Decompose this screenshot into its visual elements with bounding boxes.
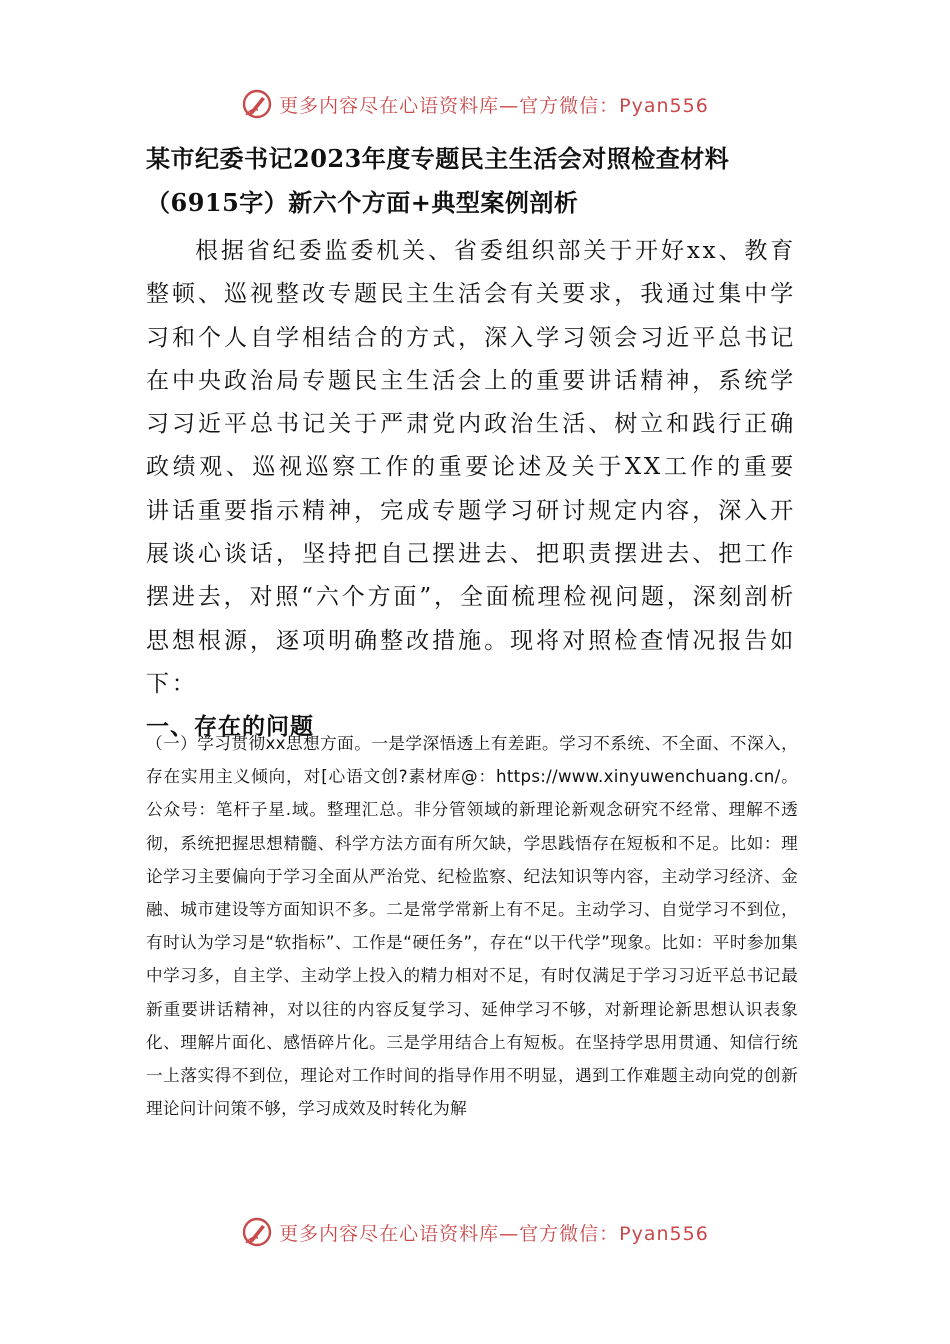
- document-title-line-2: （6915字）新六个方面+典型案例剖析: [146, 188, 579, 217]
- document-title-line-1: 某市纪委书记2023年度专题民主生活会对照检查材料: [146, 144, 730, 173]
- footer-watermark: [0, 1212, 950, 1252]
- intro-paragraph: 根据省纪委监委机关、省委组织部关于开好xx、教育整顿、巡视整改专题民主生活会有关要求，我通过集中学习和个人自学相结合的方式，深入学习领会习近平总书记在中央政治局专题民主生活会上的重要讲话精神，系统学习习近平总书记关于严肃党内政治生活、树立和践行正确政绩观、巡视巡察工作的重要论述及关于XX工作的重要讲话重要指示精神，完成专题学习研讨规定内容，深入开展谈心谈话，坚持把自己摆进去、把职责摆进去、把工作摆进去，对照“六个方面”，全面梳理检视问题，深刻剖析思想根源，逐项明确整改措施。现将对照检查情况报告如下：: [146, 238, 796, 697]
- watermark-text: 更多内容尽在心语资料库—官方微信：Pyan556: [279, 94, 709, 117]
- watermark-text: 更多内容尽在心语资料库—官方微信：Pyan556: [279, 1222, 709, 1245]
- section-heading: 一、存在的问题: [146, 714, 314, 740]
- pen-logo-icon: [241, 88, 273, 120]
- pen-logo-icon: [241, 1216, 273, 1248]
- header-watermark: [0, 84, 950, 124]
- body-paragraph: （一）学习贯彻xx思想方面。一是学深悟透上有差距。学习不系统、不全面、不深入，存在实用主义倾向，对[心语文创?素材库@：https://www.xinyuwenchuang.cn/。公众号：笔杆子星.域。整理汇总。非分管领域的新理论新观念研究不经常、理解不透彻，系统把握思想精髓、科学方法方面有所欠缺，学思践悟存在短板和不足。比如：理论学习主要偏向于学习全面从严治党、纪检监察、纪法知识等内容，主动学习经济、金融、城市建设等方面知识不多。二是常学常新上有不足。主动学习、自觉学习不到位，有时认为学习是“软指标”、工作是“硬任务”，存在“以干代学”现象。比如：平时参加集中学习多，自主学、主动学上投入的精力相对不足，有时仅满足于学习习近平总书记最新重要讲话精神，对以往的内容反复学习、延伸学习不够，对新理论新思想认识表象化、理解片面化、感悟碎片化。三是学用结合上有短板。在坚持学思用贯通、知信行统一上落实得不到位，理论对工作时间的指导作用不明显，遇到工作难题主动向党的创新理论问计问策不够，学习成效及时转化为解: [146, 734, 798, 1119]
